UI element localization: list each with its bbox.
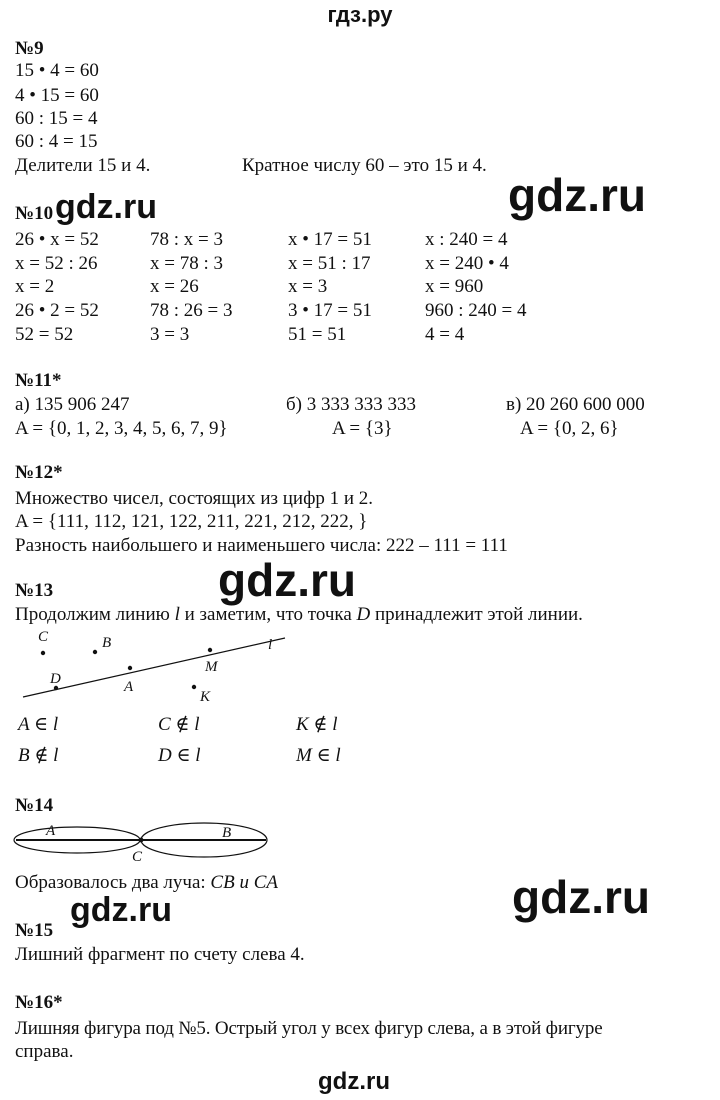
watermark: gdz.ru	[218, 554, 356, 606]
equation: x = 26	[150, 276, 199, 297]
point-a	[128, 666, 132, 670]
equation: 960 : 240 = 4	[425, 300, 527, 321]
task-11-set: A = {0, 2, 6}	[520, 418, 619, 439]
task-16-title: №16*	[15, 992, 63, 1013]
task-11-number: б) 3 333 333 333	[286, 394, 416, 415]
equation: x = 51 : 17	[288, 253, 371, 274]
equation: x = 960	[425, 276, 484, 297]
text-part: принадлежит этой линии.	[370, 604, 583, 625]
equation: x = 78 : 3	[150, 253, 223, 274]
task-9-line: 60 : 15 = 4	[15, 108, 98, 129]
text-part: Образовалось два луча:	[15, 872, 211, 893]
task-12-line: A = {111, 112, 121, 122, 211, 221, 212, 222, }	[15, 511, 368, 532]
task-11-number: в) 20 260 600 000	[506, 394, 645, 415]
label-c: C	[132, 849, 143, 865]
task-9-divisors: Делители 15 и 4.	[15, 155, 151, 176]
point-k	[192, 685, 196, 689]
point-c	[41, 651, 45, 655]
task-9-title: №9	[15, 38, 44, 59]
label-k: K	[200, 689, 211, 705]
label-c: C	[38, 629, 49, 645]
equation: 78 : x = 3	[150, 229, 223, 250]
label-b: B	[222, 825, 232, 841]
equation: 26 • 2 = 52	[15, 300, 99, 321]
task-15-text: Лишний фрагмент по счету слева 4.	[15, 944, 305, 965]
equation: x = 240 • 4	[425, 253, 509, 274]
task-11-title: №11*	[15, 370, 62, 391]
task-12-line: Множество чисел, состоящих из цифр 1 и 2.	[15, 488, 374, 509]
task-15-title: №15	[15, 920, 54, 941]
task-14-title: №14	[15, 795, 54, 816]
page-header: гдз.ру	[327, 2, 393, 27]
equation: 52 = 52	[15, 324, 74, 345]
relation: D ∈ l	[158, 745, 201, 766]
task-11-set: A = {0, 1, 2, 3, 4, 5, 6, 7, 9}	[15, 418, 228, 439]
point-name: D	[356, 604, 371, 625]
task-10-title: №10	[15, 203, 54, 224]
equation: 3 = 3	[150, 324, 190, 345]
task-9-multiple: Кратное числу 60 – это 15 и 4.	[242, 155, 487, 176]
relation: B ∉ l	[18, 745, 59, 766]
equation: x = 52 : 26	[15, 253, 98, 274]
text-part: и заметим, что точка	[179, 604, 357, 625]
task-9-line: 60 : 4 = 15	[15, 131, 98, 152]
label-m: M	[205, 659, 218, 675]
relation: C ∉ l	[158, 714, 200, 735]
task-13-text	[15, 604, 583, 626]
point-c	[139, 838, 144, 843]
equation: x : 240 = 4	[425, 229, 508, 250]
label-a: A	[124, 679, 134, 695]
task-16-line: справа.	[15, 1041, 74, 1062]
task-12-line: Разность наибольшего и наименьшего числа: 222 – 111 = 111	[15, 535, 508, 556]
task-14-text	[15, 872, 278, 894]
equation: 51 = 51	[288, 324, 347, 345]
task-16-line: Лишняя фигура под №5. Острый угол у всех фигур слева, а в этой фигуре	[15, 1018, 603, 1039]
equation: x = 3	[288, 276, 328, 297]
label-d: D	[50, 671, 61, 687]
label-b: B	[102, 635, 112, 651]
relation: A ∈ l	[18, 714, 59, 735]
relation: M ∈ l	[296, 745, 341, 766]
task-9-line: 4 • 15 = 60	[15, 85, 99, 106]
watermark: gdz.ru	[70, 891, 172, 929]
equation: 3 • 17 = 51	[288, 300, 372, 321]
label-a: A	[46, 823, 56, 839]
relation: K ∉ l	[296, 714, 338, 735]
equation: 26 • x = 52	[15, 229, 99, 250]
point-b	[93, 650, 97, 654]
equation: 4 = 4	[425, 324, 465, 345]
line-name: l	[174, 604, 180, 625]
task-13-title: №13	[15, 580, 54, 601]
equation: 78 : 26 = 3	[150, 300, 233, 321]
watermark: gdz.ru	[318, 1068, 390, 1095]
task-9-line: 15 • 4 = 60	[15, 60, 99, 81]
text-part: Продолжим линию	[15, 604, 175, 625]
task-11-set: A = {3}	[332, 418, 393, 439]
rays: CB и CA	[210, 872, 278, 893]
line-l	[23, 638, 285, 697]
watermark: gdz.ru	[508, 169, 646, 221]
label-l: l	[268, 637, 273, 653]
task-11-number: а) 135 906 247	[15, 394, 130, 415]
watermark: gdz.ru	[55, 188, 157, 226]
equation: x • 17 = 51	[288, 229, 372, 250]
point-m	[208, 648, 212, 652]
watermark: gdz.ru	[512, 871, 650, 923]
equation: x = 2	[15, 276, 55, 297]
task-12-title: №12*	[15, 462, 63, 483]
